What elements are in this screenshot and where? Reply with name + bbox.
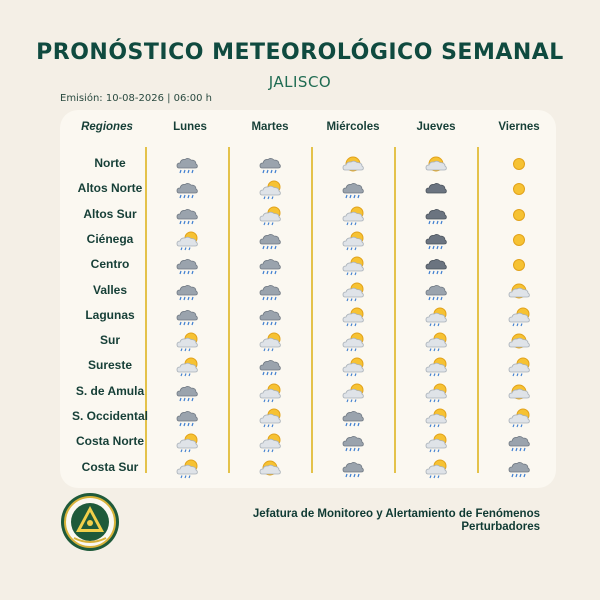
column-divider	[311, 147, 313, 473]
sun-cloud-icon	[257, 457, 283, 479]
header-day-viernes: Viernes	[498, 121, 540, 133]
sun-cloud-rain-icon	[423, 305, 449, 327]
emission-date: Emisión: 10-08-2026 | 06:00 h	[60, 93, 213, 104]
page-title: PRONÓSTICO METEOROLÓGICO SEMANAL	[36, 40, 564, 65]
agency-name-line1: Jefatura de Monitoreo y Alertamiento de Fenómenos	[252, 508, 540, 520]
cloud-rain-icon	[174, 305, 200, 327]
region-label: Sureste	[87, 358, 133, 373]
cloud-rain-icon	[340, 457, 366, 479]
sun-cloud-icon	[423, 153, 449, 175]
cloud-rain-icon	[257, 280, 283, 302]
sun-cloud-rain-icon	[174, 330, 200, 352]
sun-cloud-rain-icon	[257, 406, 283, 428]
sun-cloud-icon	[506, 280, 532, 302]
sun-cloud-rain-icon	[506, 355, 532, 377]
cloud-rain-icon	[506, 431, 532, 453]
region-label: Costa Norte	[75, 434, 144, 449]
sun-cloud-rain-icon	[174, 457, 200, 479]
region-label: S. Occidental	[71, 409, 149, 423]
cloud-rain-icon	[257, 153, 283, 175]
sun-cloud-rain-icon	[506, 305, 532, 327]
sun-cloud-rain-icon	[257, 330, 283, 352]
sun-cloud-rain-icon	[257, 381, 283, 403]
region-label: Ciénega	[86, 231, 134, 246]
column-divider	[228, 147, 230, 473]
sun-cloud-rain-icon	[257, 178, 283, 200]
cloud-rain-icon	[257, 254, 283, 276]
dark-cloud-rain-icon	[423, 254, 449, 276]
cloud-rain-icon	[174, 381, 200, 403]
sun-cloud-rain-icon	[340, 381, 366, 403]
sun-cloud-rain-icon	[423, 330, 449, 352]
region-label: Valles	[92, 282, 128, 297]
region-label: Sur	[99, 333, 120, 348]
sun-cloud-rain-icon	[423, 457, 449, 479]
sun-icon	[506, 229, 532, 251]
dark-cloud-rain-icon	[423, 204, 449, 226]
sun-cloud-rain-icon	[340, 280, 366, 302]
region-label: Norte	[94, 156, 126, 170]
sun-cloud-rain-icon	[340, 305, 366, 327]
sun-cloud-icon	[506, 381, 532, 403]
cloud-rain-icon	[340, 431, 366, 453]
cloud-rain-icon	[174, 204, 200, 226]
sun-cloud-rain-icon	[340, 330, 366, 352]
region-label: Centro	[90, 257, 130, 272]
sun-icon	[506, 204, 532, 226]
sun-cloud-rain-icon	[174, 355, 200, 377]
sun-cloud-rain-icon	[340, 355, 366, 377]
cloud-rain-icon	[174, 153, 200, 175]
sun-cloud-rain-icon	[423, 431, 449, 453]
cloud-rain-icon	[174, 178, 200, 200]
sun-icon	[506, 153, 532, 175]
cloud-rain-icon	[257, 229, 283, 251]
agency-seal-icon	[60, 492, 120, 552]
sun-cloud-rain-icon	[257, 204, 283, 226]
sun-cloud-rain-icon	[174, 229, 200, 251]
header-day-jueves: Jueves	[416, 121, 456, 133]
sun-cloud-rain-icon	[174, 431, 200, 453]
page-subtitle: JALISCO	[268, 73, 332, 91]
header-day-lunes: Lunes	[173, 121, 207, 133]
region-label: S. de Amula	[75, 383, 145, 398]
sun-cloud-rain-icon	[340, 229, 366, 251]
dark-cloud-rain-icon	[423, 229, 449, 251]
sun-cloud-rain-icon	[423, 355, 449, 377]
header-day-martes: Martes	[251, 121, 289, 133]
sun-cloud-rain-icon	[423, 381, 449, 403]
cloud-rain-icon	[257, 305, 283, 327]
sun-icon	[506, 254, 532, 276]
header-day-miercoles: Miércoles	[326, 121, 380, 133]
cloud-rain-icon	[174, 254, 200, 276]
cloud-rain-icon	[340, 178, 366, 200]
cloud-rain-icon	[340, 406, 366, 428]
cloud-rain-icon	[174, 406, 200, 428]
sun-cloud-rain-icon	[340, 204, 366, 226]
column-divider	[477, 147, 479, 473]
sun-cloud-rain-icon	[506, 406, 532, 428]
dark-cloud-icon	[423, 178, 449, 200]
header-regions: Regiones	[81, 121, 133, 133]
region-label: Altos Norte	[77, 181, 143, 196]
sun-cloud-icon	[340, 153, 366, 175]
sun-icon	[506, 178, 532, 200]
cloud-rain-icon	[423, 280, 449, 302]
agency-footer	[220, 508, 540, 534]
cloud-rain-icon	[257, 355, 283, 377]
region-label: Altos Sur	[83, 206, 137, 221]
cloud-rain-icon	[174, 280, 200, 302]
column-divider	[394, 147, 396, 473]
sun-cloud-rain-icon	[340, 254, 366, 276]
cloud-rain-icon	[506, 457, 532, 479]
sun-cloud-rain-icon	[257, 431, 283, 453]
sun-cloud-rain-icon	[423, 406, 449, 428]
agency-name-line2: Perturbadores	[461, 521, 540, 533]
region-label: Costa Sur	[81, 459, 139, 474]
sun-cloud-icon	[506, 330, 532, 352]
region-label: Lagunas	[85, 307, 135, 322]
